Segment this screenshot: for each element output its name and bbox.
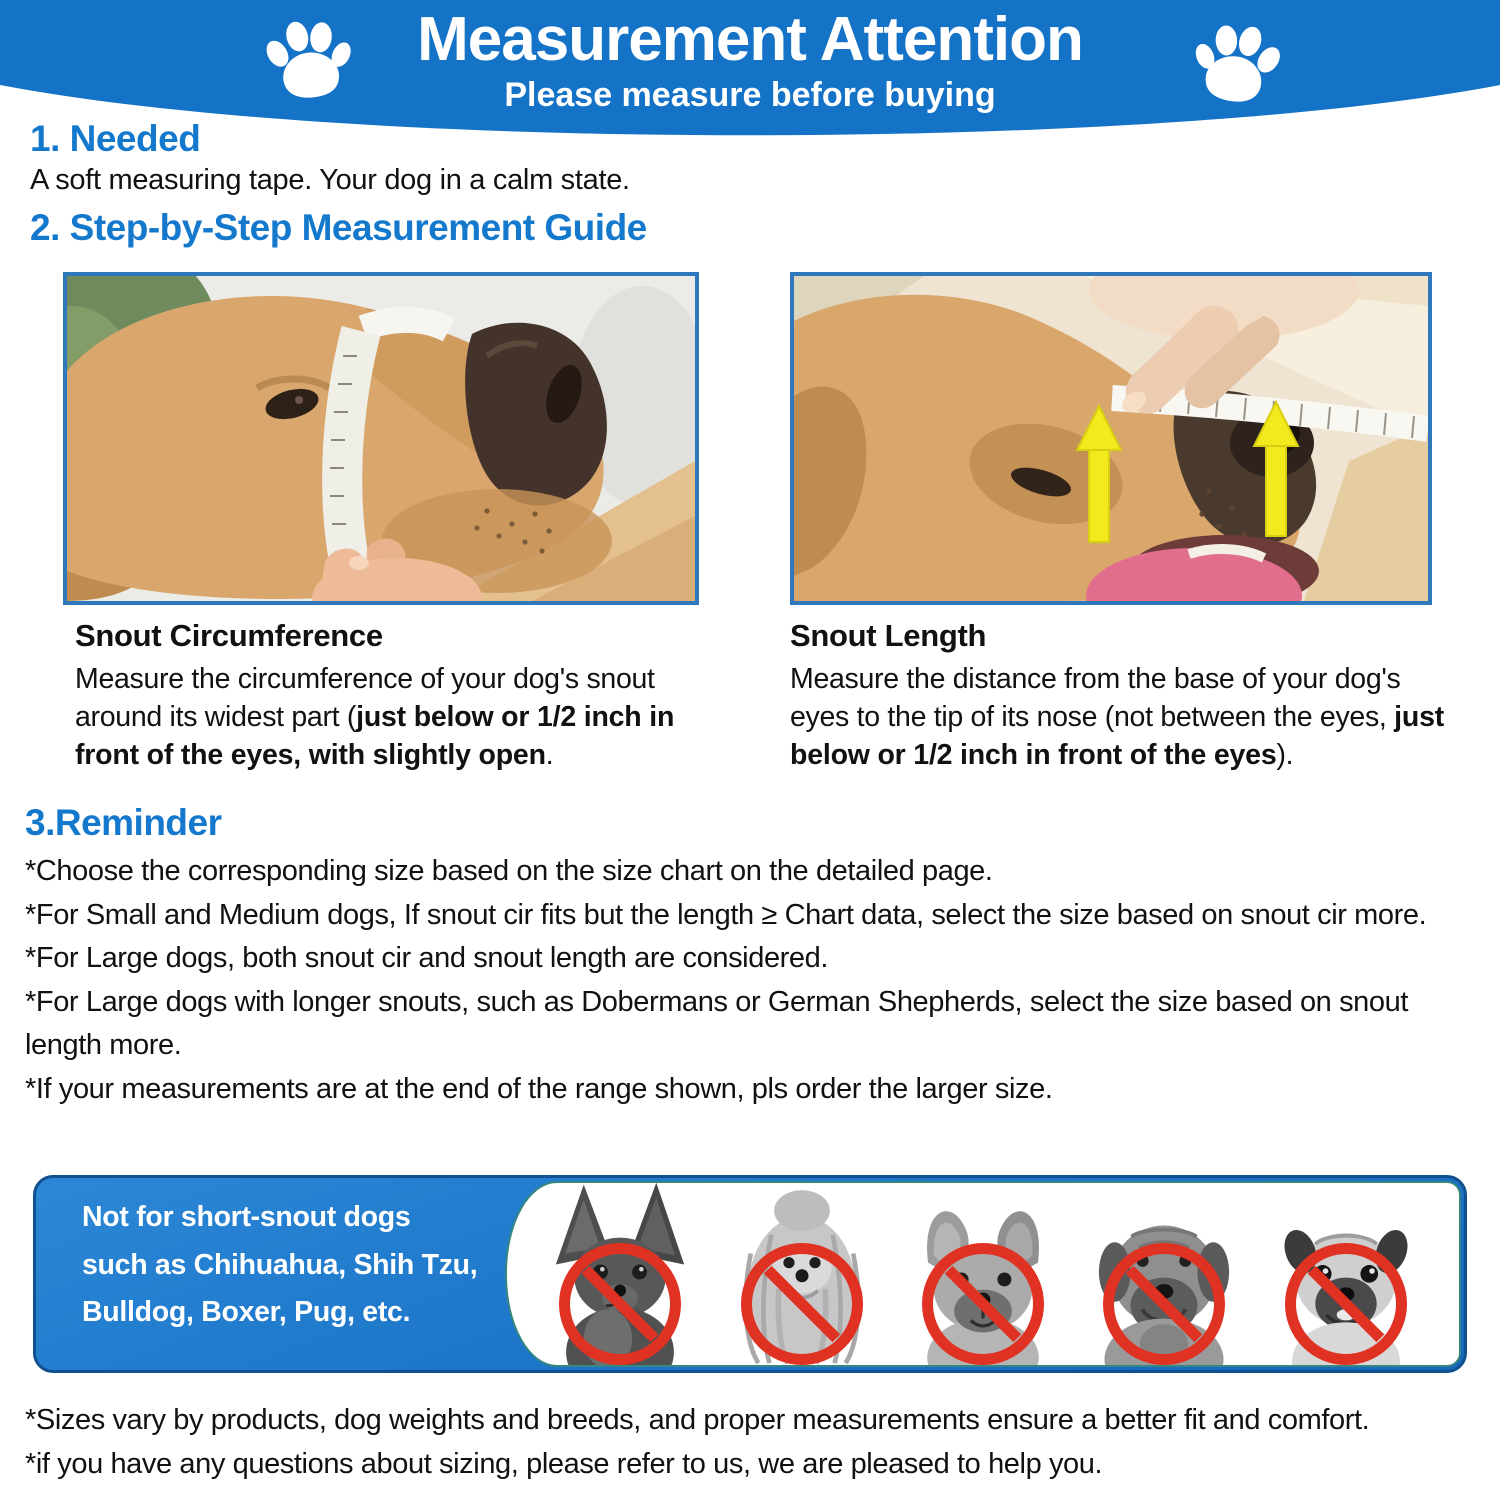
snout-circumference-photo bbox=[63, 272, 699, 605]
no-symbol-icon bbox=[741, 1243, 863, 1365]
reminder-item: *For Small and Medium dogs, If snout cir fits but the length ≥ Chart data, select the size based on snout cir more. bbox=[25, 898, 1427, 931]
banned-breeds-panel bbox=[505, 1181, 1461, 1367]
reminder-item: *For Large dogs with longer snouts, such as Dobermans or German Shepherds, select the size based on snout length more. bbox=[25, 985, 1409, 1061]
not-for-short-snout-box bbox=[33, 1175, 1467, 1373]
shih-tzu-illustration bbox=[716, 1181, 888, 1365]
caption-title: Snout Circumference bbox=[75, 618, 383, 653]
reminder-heading: 3.Reminder bbox=[25, 802, 222, 843]
no-symbol-icon bbox=[559, 1243, 681, 1365]
no-symbol-icon bbox=[922, 1243, 1044, 1365]
guide-heading: 2. Step-by-Step Measurement Guide bbox=[30, 207, 647, 248]
french-bulldog-illustration bbox=[897, 1181, 1069, 1365]
reminder-item: *Choose the corresponding size based on the size chart on the detailed page. bbox=[25, 855, 993, 887]
mastiff-illustration bbox=[1078, 1181, 1250, 1365]
reminder-item: *If your measurements are at the end of the range shown, pls order the larger size. bbox=[25, 1072, 1053, 1105]
reminder-item: *For Large dogs, both snout cir and snout length are considered. bbox=[25, 942, 829, 974]
reminder-list bbox=[25, 850, 1480, 1111]
chihuahua-illustration bbox=[534, 1181, 706, 1365]
no-symbol-icon bbox=[1103, 1243, 1225, 1365]
not-for-text: Not for short-snout dogs such as Chihuahua, Shih Tzu, Bulldog, Boxer, Pug, etc. bbox=[82, 1201, 478, 1328]
footer-notes bbox=[25, 1398, 1485, 1486]
needed-heading: 1. Needed bbox=[30, 118, 201, 159]
banner bbox=[0, 0, 1500, 160]
snout-length-caption bbox=[790, 618, 1458, 774]
dog-snout-length-measure-illustration bbox=[794, 276, 1428, 601]
caption-body: Measure the distance from the base of your dog's eyes to the tip of its nose (not between the eyes, just below or 1/2 inch in front of the eyes). bbox=[790, 663, 1445, 771]
caption-title: Snout Length bbox=[790, 618, 987, 653]
snout-length-photo bbox=[790, 272, 1432, 605]
banner-title: Measurement Attention bbox=[417, 5, 1083, 74]
no-symbol-icon bbox=[1285, 1243, 1407, 1365]
needed-body: A soft measuring tape. Your dog in a calm state. bbox=[30, 164, 630, 196]
footer-note: *Sizes vary by products, dog weights and breeds, and proper measurements ensure a better fit and comfort. bbox=[25, 1404, 1370, 1436]
snout-circumference-caption bbox=[75, 618, 743, 774]
pug-illustration bbox=[1260, 1181, 1432, 1365]
footer-note: *if you have any questions about sizing, please refer to us, we are pleased to help you. bbox=[25, 1448, 1103, 1480]
dog-with-tape-around-snout-illustration bbox=[67, 276, 695, 601]
caption-body: Measure the circumference of your dog's snout around its widest part (just below or 1/2 inch in front of the eyes, with slightly open. bbox=[75, 663, 675, 771]
banner-subtitle: Please measure before buying bbox=[504, 76, 996, 114]
